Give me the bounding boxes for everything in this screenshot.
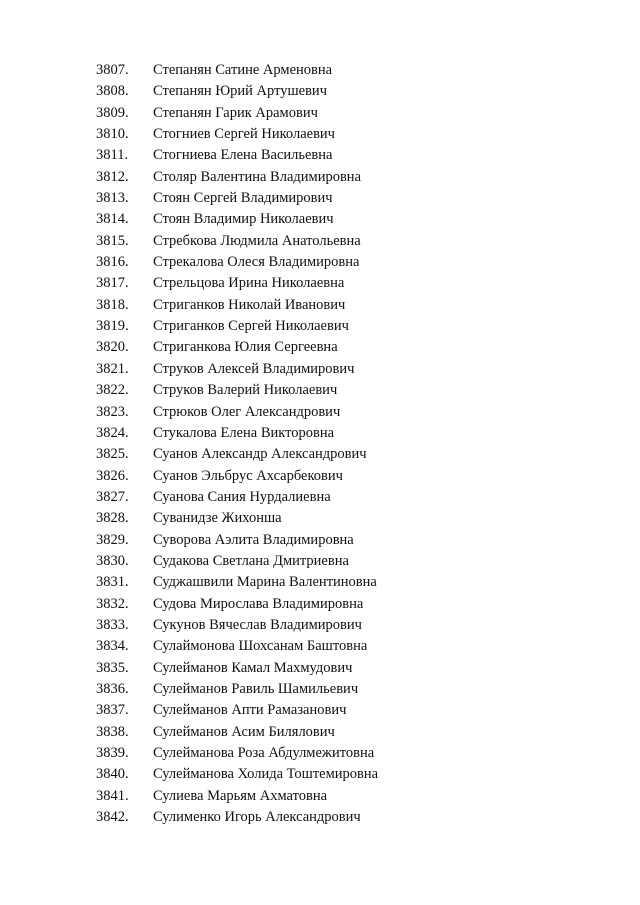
entry-number: 3839. [96,745,129,761]
list-item [96,60,616,81]
list-item [96,167,616,188]
entry-number: 3838. [96,723,129,740]
entry-name: Степанян Сатине Арменовна [153,62,333,78]
entry-name: Сулейманов Камал Махмудович [153,659,353,676]
list-item [96,402,616,423]
entry-number: 3817. [96,275,129,292]
entry-number: 3836. [96,680,129,697]
entry-number: 3810. [96,126,129,143]
entry-number: 3816. [96,254,129,271]
entry-name: Сулаймонова Шохсанам Баштовна [153,638,368,655]
entry-name: Суванидзе Жихонша [153,510,282,527]
entry-name: Сулименко Игорь Александрович [153,809,361,826]
entry-number: 3819. [96,318,129,335]
entry-number: 3809. [96,104,129,121]
entry-number: 3808. [96,83,129,100]
entry-number: 3822. [96,382,129,399]
entry-number: 3820. [96,339,129,356]
list-item [96,295,616,316]
entry-name: Стриганков Сергей Николаевич [153,318,349,335]
entry-number: 3812. [96,168,129,185]
list-item [96,508,616,529]
entry-name: Стоян Владимир Николаевич [153,211,334,228]
list-item [96,444,616,465]
entry-name: Судакова Светлана Дмитриевна [153,552,349,569]
entry-number: 3833. [96,616,129,633]
entry-number: 3807. [96,62,129,78]
entry-number: 3835. [96,659,129,676]
list-item [96,764,616,785]
entry-number: 3827. [96,488,129,505]
list-item [96,231,616,252]
entry-number: 3824. [96,424,129,441]
entry-number: 3834. [96,638,129,655]
entry-number: 3842. [96,809,129,826]
entry-name: Струков Валерий Николаевич [153,382,338,399]
entry-name: Суанов Александр Александрович [153,446,367,463]
entry-name: Стрюков Олег Александрович [153,403,341,420]
list-item [96,81,616,102]
list-item [96,423,616,444]
list-item [96,124,616,145]
list-item [96,188,616,209]
entry-number: 3818. [96,296,129,313]
entry-name: Суджашвили Марина Валентиновна [153,574,377,591]
entry-name: Сулейманов Апти Рамазанович [153,702,347,719]
list-item [96,551,616,572]
list-item [96,252,616,273]
list-item [96,722,616,743]
entry-number: 3823. [96,403,129,420]
list-item [96,359,616,380]
entry-number: 3811. [96,147,129,164]
entry-name: Степанян Юрий Артушевич [153,83,327,100]
entry-number: 3815. [96,232,129,249]
list-item [96,209,616,230]
entry-name: Стриганков Николай Иванович [153,296,346,313]
entry-name: Суворова Аэлита Владимировна [153,531,354,548]
name-list [96,60,616,828]
entry-number: 3828. [96,510,129,527]
entry-name: Сукунов Вячеслав Владимирович [153,616,362,633]
list-item [96,658,616,679]
list-item [96,786,616,807]
list-item [96,700,616,721]
entry-number: 3829. [96,531,129,548]
entry-name: Сулиева Марьям Ахматовна [153,787,328,804]
list-item [96,145,616,166]
list-item [96,273,616,294]
entry-name: Стукалова Елена Викторовна [153,424,335,441]
list-item [96,316,616,337]
entry-number: 3813. [96,190,129,207]
entry-name: Степанян Гарик Арамович [153,104,318,121]
entry-number: 3841. [96,787,129,804]
entry-name: Суанов Эльбрус Ахсарбекович [153,467,343,484]
entry-name: Судова Мирослава Владимировна [153,595,364,612]
entry-number: 3814. [96,211,129,228]
entry-number: 3825. [96,446,129,463]
entry-name: Сулейманов Асим Билялович [153,723,335,740]
entry-name: Стребкова Людмила Анатольевна [153,232,361,249]
entry-name: Стрельцова Ирина Николаевна [153,275,345,292]
entry-number: 3826. [96,467,129,484]
entry-number: 3837. [96,702,129,719]
list-item [96,380,616,401]
entry-name: Сулейманова Холида Тоштемировна [153,766,379,783]
entry-name: Стриганкова Юлия Сергеевна [153,339,338,356]
list-item [96,594,616,615]
list-item [96,103,616,124]
list-item [96,679,616,700]
list-item [96,487,616,508]
entry-name: Стогниева Елена Васильевна [153,147,333,164]
list-item [96,530,616,551]
entry-name: Сулейманова Роза Абдулмежитовна [153,745,375,761]
entry-number: 3840. [96,766,129,783]
entry-name: Столяр Валентина Владимировна [153,168,362,185]
entry-name: Стрекалова Олеся Владимировна [153,254,360,271]
entry-name: Стоян Сергей Владимирович [153,190,333,207]
entry-name: Струков Алексей Владимирович [153,360,355,377]
entry-name: Суанова Сания Нурдалиевна [153,488,331,505]
entry-number: 3831. [96,574,129,591]
entry-number: 3830. [96,552,129,569]
entry-number: 3821. [96,360,129,377]
entry-name: Сулейманов Равиль Шамильевич [153,680,359,697]
entry-number: 3832. [96,595,129,612]
list-item [96,337,616,358]
list-item [96,615,616,636]
list-item [96,572,616,593]
list-item [96,636,616,657]
list-item [96,743,616,764]
entry-name: Стогниев Сергей Николаевич [153,126,335,143]
list-item [96,466,616,487]
list-item [96,807,616,828]
